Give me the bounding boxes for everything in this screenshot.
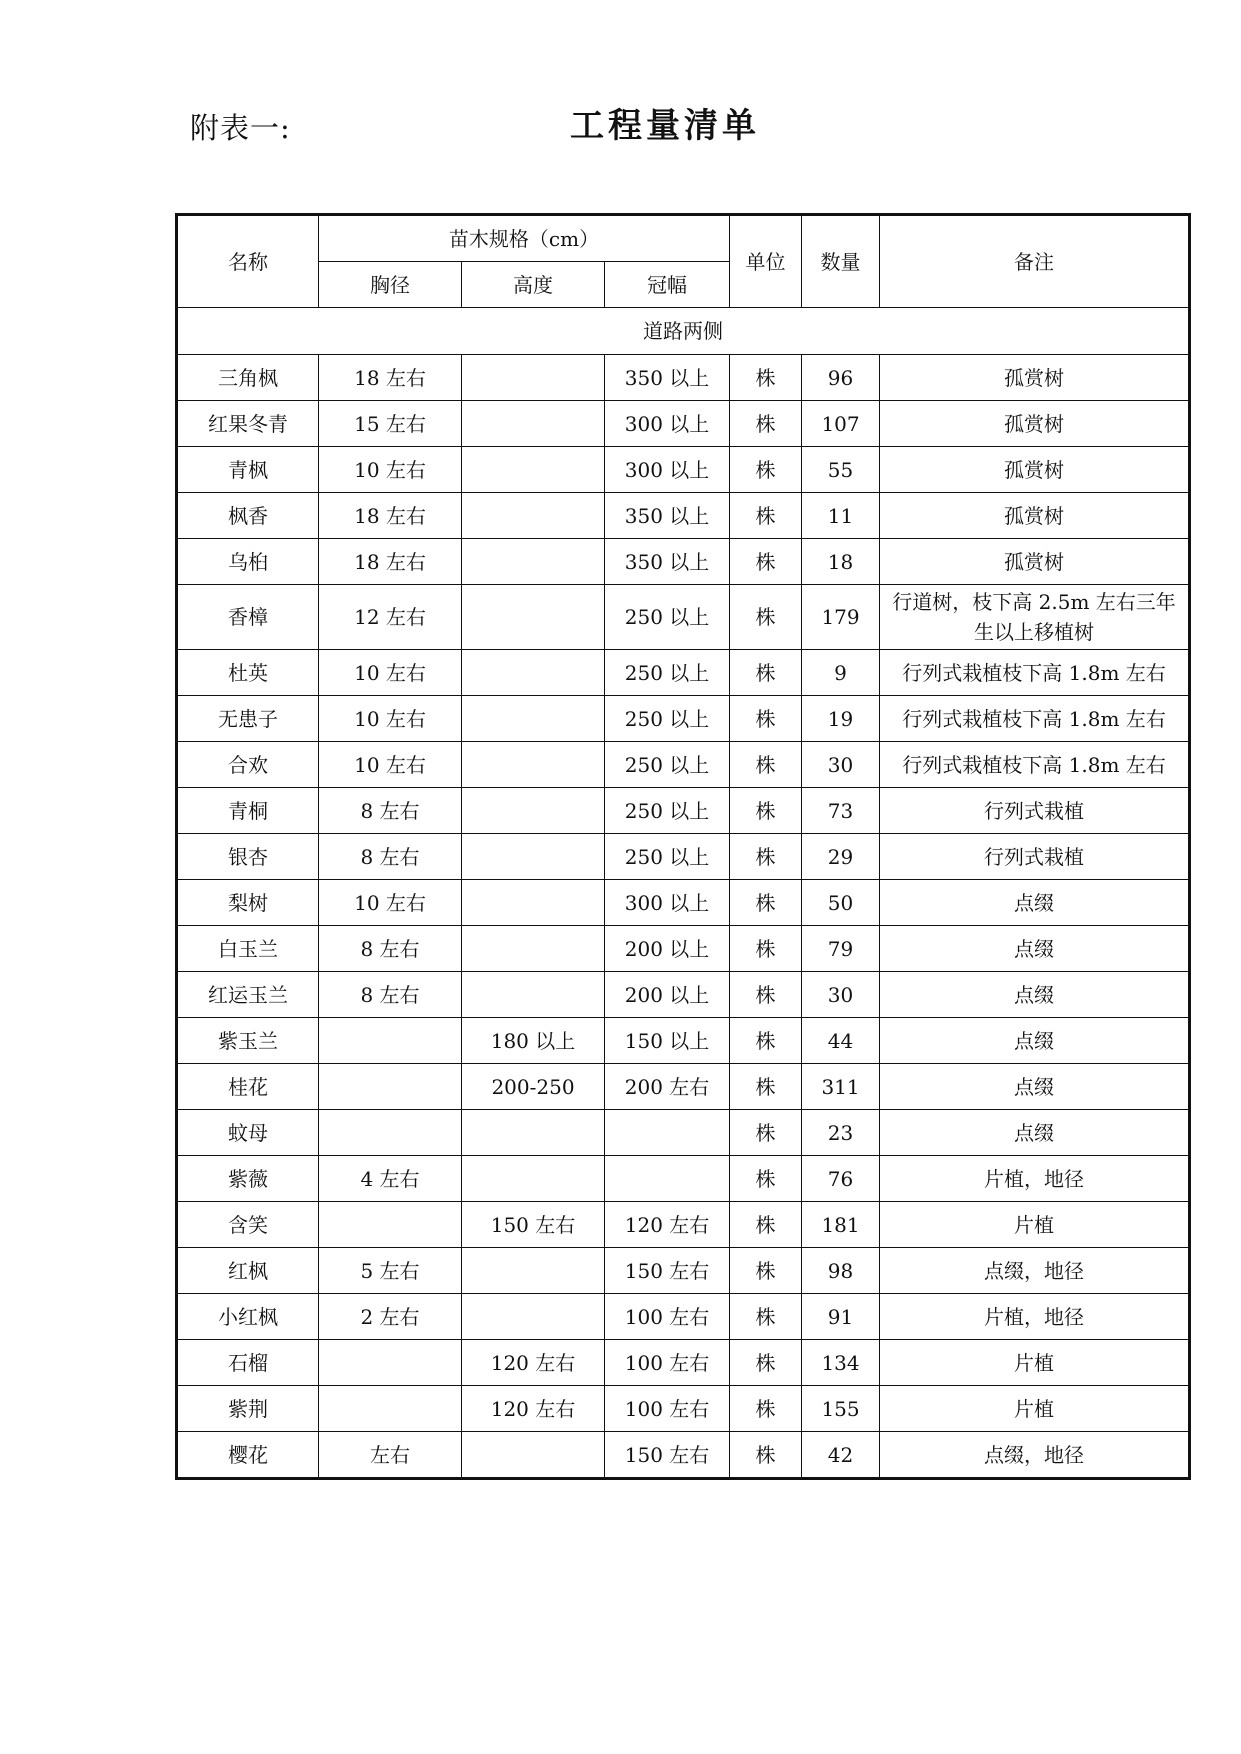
cell-crown: 350 以上 [605, 539, 730, 585]
cell-qty: 76 [802, 1156, 880, 1202]
cell-dbh: 12 左右 [319, 585, 462, 650]
cell-remark: 孤赏树 [880, 493, 1190, 539]
cell-qty: 179 [802, 585, 880, 650]
cell-crown: 200 左右 [605, 1064, 730, 1110]
cell-height: 120 左右 [462, 1386, 605, 1432]
cell-qty: 134 [802, 1340, 880, 1386]
cell-height [462, 696, 605, 742]
col-header-dbh: 胸径 [319, 262, 462, 308]
cell-dbh: 8 左右 [319, 972, 462, 1018]
cell-crown: 300 以上 [605, 880, 730, 926]
cell-dbh: 2 左右 [319, 1294, 462, 1340]
cell-name: 三角枫 [177, 355, 319, 401]
cell-unit: 株 [730, 1386, 802, 1432]
cell-unit: 株 [730, 1248, 802, 1294]
cell-dbh: 8 左右 [319, 788, 462, 834]
cell-remark: 点缀 [880, 972, 1190, 1018]
cell-dbh [319, 1110, 462, 1156]
cell-remark: 点缀 [880, 1064, 1190, 1110]
cell-height [462, 1248, 605, 1294]
cell-crown: 250 以上 [605, 650, 730, 696]
cell-crown: 250 以上 [605, 696, 730, 742]
header-row-1 [177, 215, 1190, 262]
cell-name: 小红枫 [177, 1294, 319, 1340]
cell-dbh: 18 左右 [319, 355, 462, 401]
document-header [0, 0, 1241, 190]
cell-unit: 株 [730, 585, 802, 650]
table-row [177, 1156, 1190, 1202]
cell-qty: 30 [802, 972, 880, 1018]
cell-unit: 株 [730, 401, 802, 447]
cell-unit: 株 [730, 1340, 802, 1386]
cell-height [462, 493, 605, 539]
cell-remark: 点缀，地径 [880, 1432, 1190, 1479]
cell-unit: 株 [730, 493, 802, 539]
cell-qty: 98 [802, 1248, 880, 1294]
table-row [177, 539, 1190, 585]
cell-qty: 96 [802, 355, 880, 401]
cell-unit: 株 [730, 1064, 802, 1110]
cell-height [462, 834, 605, 880]
cell-unit: 株 [730, 880, 802, 926]
cell-qty: 29 [802, 834, 880, 880]
cell-unit: 株 [730, 742, 802, 788]
cell-height [462, 401, 605, 447]
cell-remark: 片植 [880, 1340, 1190, 1386]
cell-qty: 23 [802, 1110, 880, 1156]
cell-dbh: 15 左右 [319, 401, 462, 447]
section-row [177, 308, 1190, 355]
cell-height [462, 539, 605, 585]
table-row [177, 1294, 1190, 1340]
table-row [177, 880, 1190, 926]
cell-remark: 行列式栽植枝下高 1.8m 左右 [880, 742, 1190, 788]
cell-crown: 300 以上 [605, 447, 730, 493]
section-label: 道路两侧 [177, 308, 1190, 355]
cell-height [462, 788, 605, 834]
cell-unit: 株 [730, 650, 802, 696]
cell-dbh [319, 1386, 462, 1432]
cell-remark: 点缀 [880, 1018, 1190, 1064]
table-row [177, 447, 1190, 493]
cell-dbh [319, 1340, 462, 1386]
document-title: 工程量清单 [570, 106, 760, 146]
cell-dbh: 8 左右 [319, 926, 462, 972]
col-header-qty: 数量 [802, 215, 880, 308]
cell-name: 青枫 [177, 447, 319, 493]
cell-remark: 行道树，枝下高 2.5m 左右三年生以上移植树 [880, 585, 1190, 650]
cell-name: 杜英 [177, 650, 319, 696]
cell-remark: 点缀 [880, 1110, 1190, 1156]
cell-qty: 311 [802, 1064, 880, 1110]
cell-qty: 155 [802, 1386, 880, 1432]
cell-unit: 株 [730, 539, 802, 585]
cell-remark: 孤赏树 [880, 355, 1190, 401]
table-row [177, 1386, 1190, 1432]
col-header-spec-group: 苗木规格（cm） [319, 215, 730, 262]
cell-height [462, 972, 605, 1018]
cell-crown: 120 左右 [605, 1202, 730, 1248]
table-row [177, 585, 1190, 650]
table-body [177, 308, 1190, 1479]
cell-dbh [319, 1064, 462, 1110]
cell-crown: 200 以上 [605, 972, 730, 1018]
cell-unit: 株 [730, 834, 802, 880]
cell-dbh [319, 1202, 462, 1248]
cell-qty: 91 [802, 1294, 880, 1340]
cell-crown: 300 以上 [605, 401, 730, 447]
cell-crown: 150 左右 [605, 1432, 730, 1479]
cell-unit: 株 [730, 447, 802, 493]
cell-name: 青桐 [177, 788, 319, 834]
cell-height [462, 1110, 605, 1156]
cell-name: 桂花 [177, 1064, 319, 1110]
cell-unit: 株 [730, 1202, 802, 1248]
cell-crown: 100 左右 [605, 1340, 730, 1386]
cell-crown: 250 以上 [605, 585, 730, 650]
table-row [177, 493, 1190, 539]
table-row [177, 1202, 1190, 1248]
cell-name: 银杏 [177, 834, 319, 880]
cell-crown: 250 以上 [605, 742, 730, 788]
table-row [177, 834, 1190, 880]
cell-name: 红运玉兰 [177, 972, 319, 1018]
cell-crown [605, 1110, 730, 1156]
cell-qty: 18 [802, 539, 880, 585]
cell-height [462, 880, 605, 926]
cell-dbh: 4 左右 [319, 1156, 462, 1202]
attachment-label: 附表一: [190, 111, 291, 145]
cell-name: 紫玉兰 [177, 1018, 319, 1064]
cell-dbh: 8 左右 [319, 834, 462, 880]
cell-height: 120 左右 [462, 1340, 605, 1386]
cell-name: 紫薇 [177, 1156, 319, 1202]
table-row [177, 355, 1190, 401]
cell-dbh: 10 左右 [319, 742, 462, 788]
cell-remark: 点缀 [880, 926, 1190, 972]
cell-crown: 150 左右 [605, 1248, 730, 1294]
cell-dbh: 18 左右 [319, 493, 462, 539]
cell-unit: 株 [730, 1110, 802, 1156]
cell-height: 200-250 [462, 1064, 605, 1110]
cell-name: 枫香 [177, 493, 319, 539]
cell-unit: 株 [730, 1018, 802, 1064]
cell-name: 石榴 [177, 1340, 319, 1386]
cell-remark: 片植，地径 [880, 1156, 1190, 1202]
cell-remark: 孤赏树 [880, 539, 1190, 585]
cell-unit: 株 [730, 696, 802, 742]
cell-name: 樱花 [177, 1432, 319, 1479]
cell-qty: 50 [802, 880, 880, 926]
cell-crown: 250 以上 [605, 834, 730, 880]
table-row [177, 1064, 1190, 1110]
cell-name: 蚊母 [177, 1110, 319, 1156]
col-header-unit: 单位 [730, 215, 802, 308]
cell-unit: 株 [730, 355, 802, 401]
table-row [177, 1018, 1190, 1064]
cell-height [462, 926, 605, 972]
cell-qty: 9 [802, 650, 880, 696]
cell-name: 梨树 [177, 880, 319, 926]
cell-remark: 片植，地径 [880, 1294, 1190, 1340]
cell-qty: 11 [802, 493, 880, 539]
cell-qty: 42 [802, 1432, 880, 1479]
col-header-name: 名称 [177, 215, 319, 308]
cell-height [462, 1156, 605, 1202]
cell-name: 白玉兰 [177, 926, 319, 972]
cell-qty: 73 [802, 788, 880, 834]
cell-name: 无患子 [177, 696, 319, 742]
cell-name: 紫荆 [177, 1386, 319, 1432]
cell-crown: 350 以上 [605, 493, 730, 539]
cell-height [462, 447, 605, 493]
table-row [177, 696, 1190, 742]
cell-remark: 片植 [880, 1386, 1190, 1432]
table-row [177, 788, 1190, 834]
table-row [177, 742, 1190, 788]
cell-crown: 100 左右 [605, 1386, 730, 1432]
cell-unit: 株 [730, 1294, 802, 1340]
cell-height [462, 355, 605, 401]
cell-dbh: 18 左右 [319, 539, 462, 585]
col-header-remark: 备注 [880, 215, 1190, 308]
cell-height [462, 1294, 605, 1340]
cell-height: 180 以上 [462, 1018, 605, 1064]
cell-unit: 株 [730, 1156, 802, 1202]
cell-qty: 181 [802, 1202, 880, 1248]
cell-unit: 株 [730, 788, 802, 834]
cell-height: 150 左右 [462, 1202, 605, 1248]
cell-qty: 107 [802, 401, 880, 447]
cell-remark: 行列式栽植枝下高 1.8m 左右 [880, 650, 1190, 696]
cell-height [462, 742, 605, 788]
cell-dbh: 5 左右 [319, 1248, 462, 1294]
table-row [177, 1248, 1190, 1294]
cell-height [462, 650, 605, 696]
cell-remark: 点缀 [880, 880, 1190, 926]
table-row [177, 1110, 1190, 1156]
table-row [177, 1432, 1190, 1479]
table-row [177, 650, 1190, 696]
cell-qty: 44 [802, 1018, 880, 1064]
cell-crown: 150 以上 [605, 1018, 730, 1064]
cell-unit: 株 [730, 1432, 802, 1479]
cell-dbh: 10 左右 [319, 447, 462, 493]
bill-of-quantities-table [175, 213, 1191, 1480]
cell-height [462, 1432, 605, 1479]
cell-height [462, 585, 605, 650]
cell-remark: 行列式栽植 [880, 834, 1190, 880]
cell-remark: 行列式栽植枝下高 1.8m 左右 [880, 696, 1190, 742]
cell-name: 红枫 [177, 1248, 319, 1294]
col-header-height: 高度 [462, 262, 605, 308]
cell-dbh: 左右 [319, 1432, 462, 1479]
cell-crown: 100 左右 [605, 1294, 730, 1340]
table-row [177, 972, 1190, 1018]
cell-dbh: 10 左右 [319, 880, 462, 926]
cell-qty: 19 [802, 696, 880, 742]
cell-remark: 点缀，地径 [880, 1248, 1190, 1294]
cell-crown [605, 1156, 730, 1202]
cell-remark: 行列式栽植 [880, 788, 1190, 834]
cell-unit: 株 [730, 972, 802, 1018]
cell-remark: 片植 [880, 1202, 1190, 1248]
cell-crown: 250 以上 [605, 788, 730, 834]
cell-name: 含笑 [177, 1202, 319, 1248]
cell-dbh [319, 1018, 462, 1064]
cell-remark: 孤赏树 [880, 401, 1190, 447]
cell-name: 合欢 [177, 742, 319, 788]
cell-qty: 55 [802, 447, 880, 493]
cell-unit: 株 [730, 926, 802, 972]
cell-qty: 30 [802, 742, 880, 788]
cell-name: 乌桕 [177, 539, 319, 585]
table-row [177, 926, 1190, 972]
cell-name: 红果冬青 [177, 401, 319, 447]
cell-name: 香樟 [177, 585, 319, 650]
cell-qty: 79 [802, 926, 880, 972]
table-row [177, 1340, 1190, 1386]
table-row [177, 401, 1190, 447]
cell-dbh: 10 左右 [319, 650, 462, 696]
col-header-crown: 冠幅 [605, 262, 730, 308]
cell-crown: 200 以上 [605, 926, 730, 972]
cell-dbh: 10 左右 [319, 696, 462, 742]
cell-crown: 350 以上 [605, 355, 730, 401]
cell-remark: 孤赏树 [880, 447, 1190, 493]
